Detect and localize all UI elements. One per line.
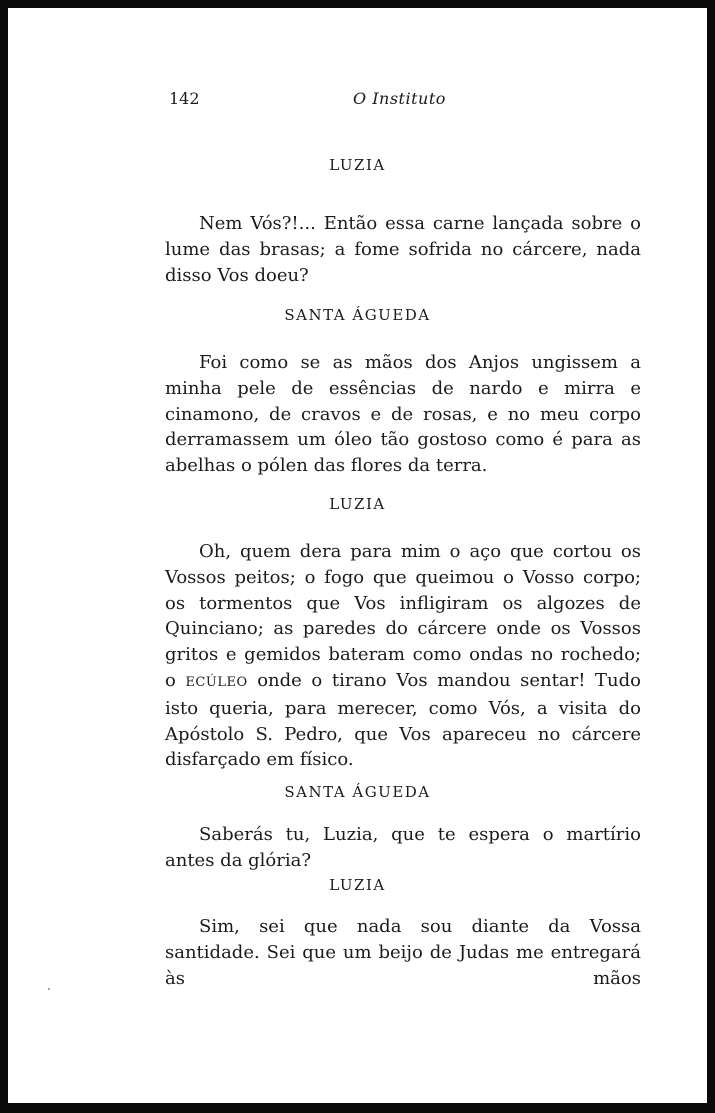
speech-paragraph: Nem Vós?!... Então essa carne lançada sobre o lume das brasas; a fome sofrida no cárcere, nada disso Vos doeu?	[165, 213, 641, 286]
speech-paragraph: Sim, sei que nada sou diante da Vossa santidade. Sei que um beijo de Judas me entregará às mãos	[165, 916, 641, 989]
page-number: 142	[169, 89, 200, 108]
speaker-heading: LUZIA	[329, 876, 386, 894]
speech-text: Oh, quem dera para mim o aço que cortou os Vossos peitos; o fogo que queimou o Vosso corpo; os tormentos que Vos infligiram os algozes de Quinciano; as paredes do cárcere onde os Vossos gritos e gemidos bateram como ondas no rochedo; o	[165, 541, 641, 691]
speaker-heading: LUZIA	[329, 495, 386, 513]
speech-text: onde o tirano Vos mandou sentar! Tudo isto queria, para merecer, como Vós, a visita do Apóstolo S. Pedro, que Vos apareceu no cárcere disfarçado em físico.	[165, 669, 641, 771]
small-caps-word: ECÚLEO	[185, 674, 248, 690]
speaker-heading: SANTA ÁGUEDA	[284, 783, 431, 801]
speaker-heading: LUZIA	[329, 156, 386, 174]
page	[8, 8, 707, 1103]
paper-speck	[48, 988, 50, 990]
speaker-heading: SANTA ÁGUEDA	[284, 306, 431, 324]
speech-paragraph: Foi como se as mãos dos Anjos ungissem a minha pele de essências de nardo e mirra e cinamono, de cravos e de rosas, e no meu corpo derramassem um óleo tão gostoso como é para as abelhas o pólen das flores da terra.	[165, 352, 641, 477]
speech-paragraph: Saberás tu, Luzia, que te espera o martírio antes da glória?	[165, 824, 641, 871]
page-header	[8, 89, 707, 111]
running-title: O Instituto	[353, 89, 446, 108]
speech-paragraph	[165, 539, 641, 773]
